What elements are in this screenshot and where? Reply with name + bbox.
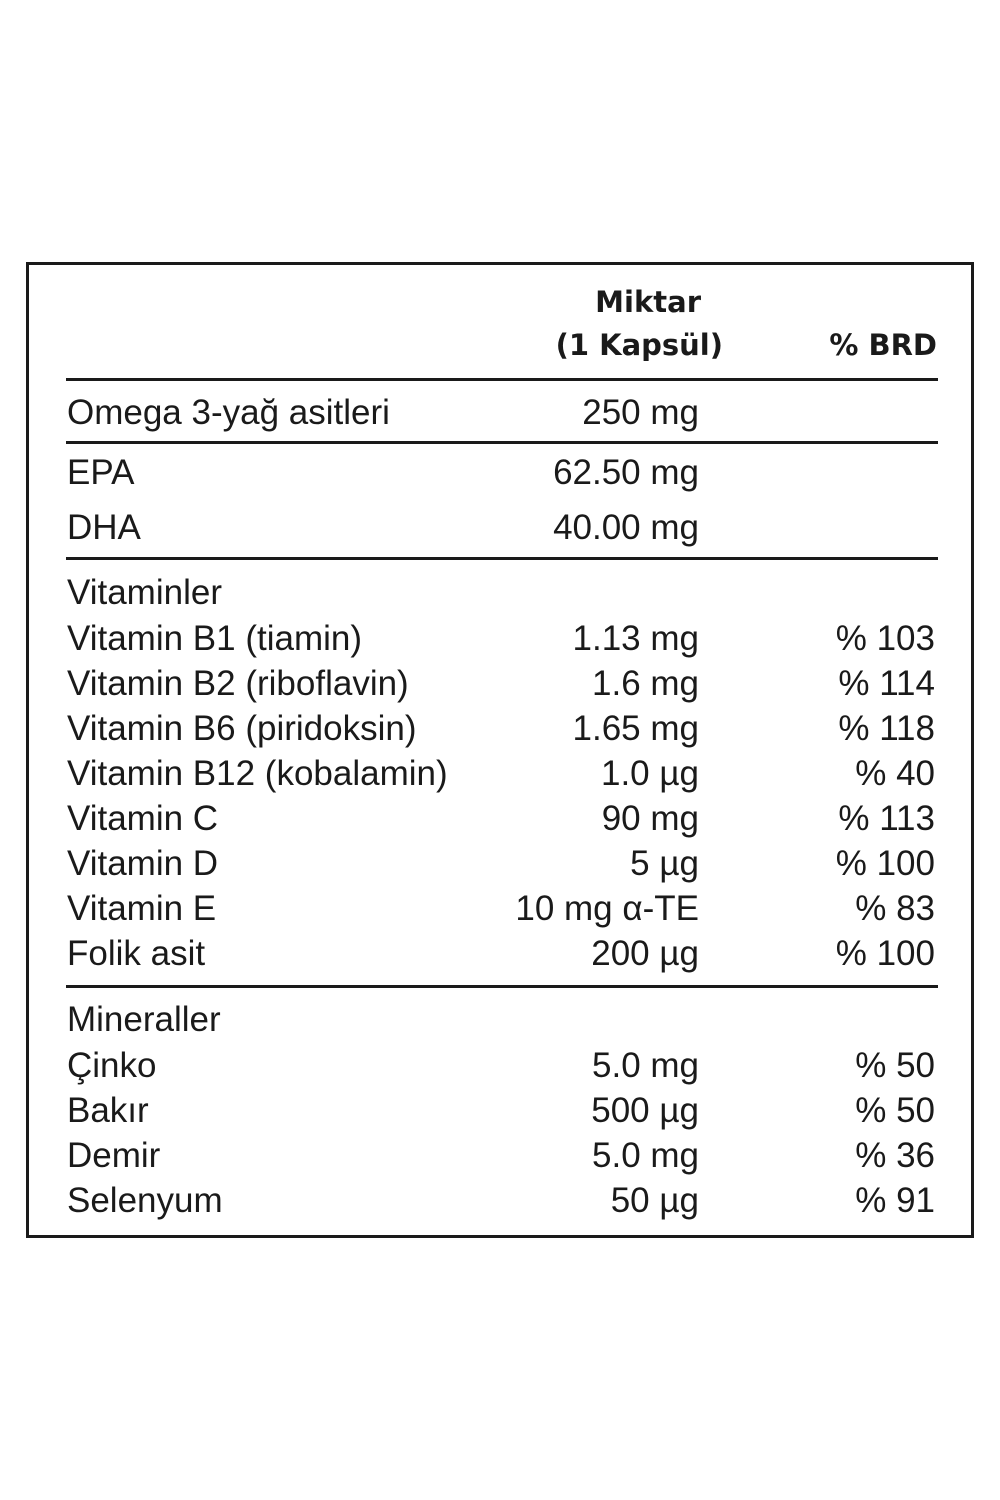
mineral-row xyxy=(29,1178,971,1223)
vitamin-row xyxy=(29,751,971,796)
nutrient-name: Vitamin C xyxy=(67,799,219,838)
amount-header-line2: (1 Kapsül) xyxy=(555,328,723,362)
vitamin-row xyxy=(29,886,971,931)
nutrient-amount: 5.0 mg xyxy=(592,1046,699,1085)
fatty-acid-divider xyxy=(66,557,938,560)
nutrient-amount: 40.00 mg xyxy=(553,508,699,547)
nutrient-rda: % 118 xyxy=(838,709,935,748)
nutrient-name: Omega 3-yağ asitleri xyxy=(67,393,390,432)
nutrient-amount: 5.0 mg xyxy=(592,1136,699,1175)
nutrient-rda: % 50 xyxy=(855,1091,935,1130)
section-title-row xyxy=(29,997,971,1042)
nutrient-rda: % 100 xyxy=(835,844,935,883)
nutrient-name: EPA xyxy=(67,453,135,492)
omega-row xyxy=(29,390,971,435)
nutrient-name: Vitamin B6 (piridoksin) xyxy=(67,709,417,748)
amount-header-line1: Miktar xyxy=(595,285,701,319)
nutrient-amount: 1.13 mg xyxy=(572,619,699,658)
nutrient-name: Vitamin B1 (tiamin) xyxy=(67,619,363,658)
nutrient-rda: % 50 xyxy=(855,1046,935,1085)
nutrient-rda: % 113 xyxy=(838,799,935,838)
nutrient-amount: 5 µg xyxy=(630,844,699,883)
nutrient-rda: % 100 xyxy=(835,934,935,973)
nutrient-name: Demir xyxy=(67,1136,161,1175)
nutrient-name: Vitamin D xyxy=(67,844,219,883)
nutrient-rda: % 103 xyxy=(835,619,935,658)
nutrient-name: Bakır xyxy=(67,1091,149,1130)
nutrient-name: Vitamin B2 (riboflavin) xyxy=(67,664,409,703)
nutrient-name: DHA xyxy=(67,508,141,547)
nutrient-amount: 1.65 mg xyxy=(572,709,699,748)
vitamin-row xyxy=(29,841,971,886)
nutrient-name: Folik asit xyxy=(67,934,206,973)
fatty-acid-row xyxy=(29,505,971,550)
nutrient-amount: 1.6 mg xyxy=(592,664,699,703)
nutrient-rda: % 40 xyxy=(855,754,935,793)
nutrient-amount: 10 mg α-TE xyxy=(515,889,699,928)
section-title-row xyxy=(29,570,971,615)
omega-divider xyxy=(66,441,938,444)
nutrient-amount: 62.50 mg xyxy=(553,453,699,492)
nutrient-amount: 500 µg xyxy=(591,1091,699,1130)
nutrient-name: Selenyum xyxy=(67,1181,223,1220)
nutrition-facts-panel xyxy=(26,262,974,1238)
vitamin-row xyxy=(29,796,971,841)
fatty-acid-row xyxy=(29,450,971,495)
vitamin-row xyxy=(29,661,971,706)
nutrient-amount: 90 mg xyxy=(601,799,699,838)
mineral-row xyxy=(29,1133,971,1178)
minerals-section-title: Mineraller xyxy=(67,1000,221,1039)
mineral-row xyxy=(29,1088,971,1133)
nutrient-rda: % 114 xyxy=(838,664,935,703)
nutrient-amount: 50 µg xyxy=(610,1181,699,1220)
vitamin-row xyxy=(29,706,971,751)
nutrient-rda: % 91 xyxy=(855,1181,935,1220)
nutrient-amount: 250 mg xyxy=(582,393,699,432)
vitamin-row xyxy=(29,931,971,976)
nutrient-amount: 200 µg xyxy=(591,934,699,973)
nutrient-amount: 1.0 µg xyxy=(600,754,699,793)
nutrient-name: Çinko xyxy=(67,1046,157,1085)
nutrient-rda: % 83 xyxy=(855,889,935,928)
nutrient-name: Vitamin B12 (kobalamin) xyxy=(67,754,448,793)
nutrient-name: Vitamin E xyxy=(67,889,217,928)
mineral-row xyxy=(29,1043,971,1088)
vitamin-row xyxy=(29,616,971,661)
nutrient-rda: % 36 xyxy=(855,1136,935,1175)
rda-header: % BRD xyxy=(829,328,937,362)
vitamins-section-title: Vitaminler xyxy=(67,573,222,612)
header-divider xyxy=(66,378,938,381)
vitamins-divider xyxy=(66,985,938,988)
